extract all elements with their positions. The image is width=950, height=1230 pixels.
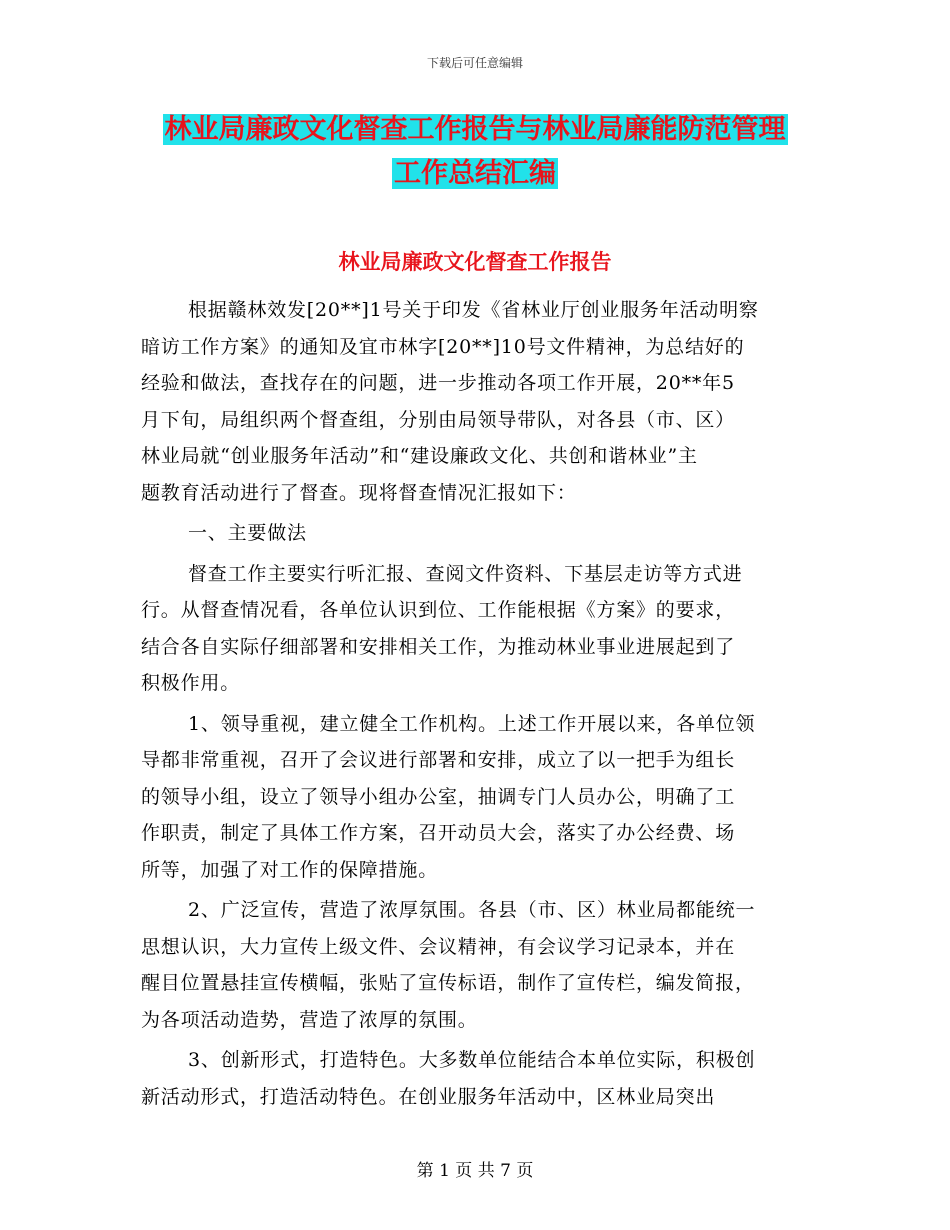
paragraph-line: 积极作用。 <box>141 672 241 694</box>
paragraph <box>141 556 811 702</box>
paragraph-line: 行。从督查情况看，各单位认识到位、工作能根据《方案》的要求， <box>141 599 736 621</box>
paragraph-line: 思想认识，大力宣传上级文件、会议精神，有会议学习记录本，并在 <box>141 935 736 958</box>
paragraph-line: 1、领导重视，建立健全工作机构。上述工作开展以来，各单位领 <box>188 712 756 735</box>
paragraph <box>141 1042 811 1115</box>
paragraph-line: 根据赣林效发[20**]1号关于印发《省林业厅创业服务年活动明察 <box>188 299 759 321</box>
paragraph-line: 一、主要做法 <box>188 522 307 544</box>
paragraph-line: 导都非常重视，召开了会议进行部署和安排，成立了以一把手为组长 <box>141 749 736 771</box>
paragraph-line: 为各项活动造势，营造了浓厚的氛围。 <box>141 1008 478 1031</box>
document-body <box>141 292 811 1115</box>
paragraph <box>141 515 811 552</box>
paragraph <box>141 892 811 1038</box>
paragraph-line: 3、创新形式，打造特色。大多数单位能结合本单位实际，积极创 <box>188 1049 756 1071</box>
paragraph-line: 所等，加强了对工作的保障措施。 <box>141 858 439 881</box>
paragraph-line: 结合各自实际仔细部署和安排相关工作，为推动林业事业进展起到了 <box>141 635 736 658</box>
main-title-line-1-text: 林业局廉政文化督查工作报告与林业局廉能防范管理 <box>164 114 786 145</box>
main-title-line-1 <box>0 110 950 150</box>
main-title-line-2-text: 工作总结汇编 <box>394 158 556 189</box>
main-title-line-2 <box>0 154 950 194</box>
paragraph-line: 督查工作主要实行听汇报、查阅文件资料、下基层走访等方式进 <box>188 562 743 585</box>
paragraph-line: 新活动形式，打造活动特色。在创业服务年活动中，区林业局突出 <box>141 1085 716 1108</box>
paragraph-line: 2、广泛宣传，营造了浓厚氛围。各县（市、区）林业局都能统一 <box>188 899 756 921</box>
page-footer: 第 1 页 共 7 页 <box>416 1161 534 1181</box>
paragraph <box>141 292 811 511</box>
paragraph-line: 醒目位置悬挂宣传横幅，张贴了宣传标语，制作了宣传栏，编发简报， <box>141 972 755 994</box>
paragraph-line: 暗访工作方案》的通知及宜市林字[20**]10号文件精神，为总结好的 <box>141 335 745 358</box>
paragraph <box>141 706 811 889</box>
paragraph-line: 月下旬，局组织两个督查组，分别由局领导带队，对各县（市、区） <box>141 408 736 431</box>
section-title: 林业局廉政文化督查工作报告 <box>338 250 612 274</box>
paragraph-line: 题教育活动进行了督查。现将督查情况汇报如下： <box>141 481 577 504</box>
paragraph-line: 林业局就“创业服务年活动”和“建设廉政文化、共创和谐林业”主 <box>141 445 698 467</box>
paragraph-line: 作职责，制定了具体工作方案，召开动员大会，落实了办公经费、场 <box>141 822 736 844</box>
paragraph-line: 经验和做法，查找存在的问题，进一步推动各项工作开展，20**年5 <box>141 372 735 394</box>
paragraph-line: 的领导小组，设立了领导小组办公室，抽调专门人员办公，明确了工 <box>141 785 736 808</box>
page-header-note: 下载后可任意编辑 <box>426 56 523 70</box>
